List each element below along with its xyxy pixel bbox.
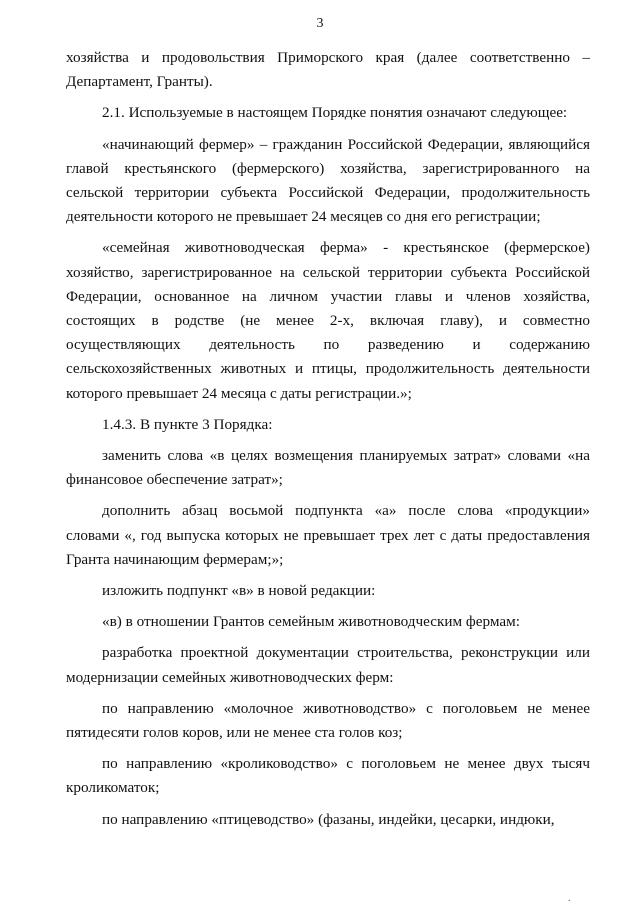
paragraph-replace-words: заменить слова «в целях возмещения планируемых затрат» словами «на финансовое обеспечение затрат»; [66, 447, 590, 489]
paragraph-project-documentation: разработка проектной документации строительства, реконструкции или модернизации семейных животноводческих ферм: [66, 644, 590, 686]
scan-mark: . [568, 893, 571, 904]
paragraph-rabbit-direction: по направлению «кролиководство» с поголовьем не менее двух тысяч кроликоматок; [66, 755, 590, 797]
paragraph-section-1-4-3: 1.4.3. В пункте 3 Порядка: [102, 415, 273, 433]
paragraph-dairy-direction: по направлению «молочное животноводство» с поголовьем не менее пятидесяти голов коров, или не менее ста голов коз; [66, 699, 590, 742]
paragraph-departament-grants: хозяйства и продовольствия Приморского края (далее соответственно – Департамент, Гранты). [66, 49, 590, 91]
paragraph-family-farm-grants: «в) в отношении Грантов семейным животноводческим фермам: [102, 613, 520, 631]
paragraph-add-eighth-clause: дополнить абзац восьмой подпункта «а» после слова «продукции» словами «, год выпуска которых не превышает трех лет с даты предоставления Гранта начинающим фермерам;»; [66, 502, 590, 568]
paragraph-restate-subclause-v: изложить подпункт «в» в новой редакции: [102, 582, 376, 600]
page-number: 3 [316, 16, 324, 31]
paragraph-poultry-direction: по направлению «птицеводство» (фазаны, индейки, цесарки, индюки, [102, 810, 555, 828]
document-body [66, 46, 590, 839]
paragraph-section-2-1: 2.1. Используемые в настоящем Порядке понятия означают следующее: [102, 104, 568, 122]
paragraph-definition-family-farm: «семейная животноводческая ферма» - крестьянское (фермерское) хозяйство, зарегистрированное на сельской территории субъекта Российской Федерации, основанное на личном участии главы и членов хозяйства, состоящих в родстве (не менее 2-х, включая главу), и совместно осуществляющих деятельность по разведению и содержанию сельскохозяйственных животных и птицы, продолжительность деятельности которого превышает 24 месяца с даты регистрации.»; [66, 239, 590, 402]
paragraph-definition-beginning-farmer: «начинающий фермер» – гражданин Российской Федерации, являющийся главой крестьянского (фермерского) хозяйства, зарегистрированного на сельской территории субъекта Российской Федерации, продолжительность деятельности которого не превышает 24 месяцев со дня его регистрации; [66, 135, 590, 226]
